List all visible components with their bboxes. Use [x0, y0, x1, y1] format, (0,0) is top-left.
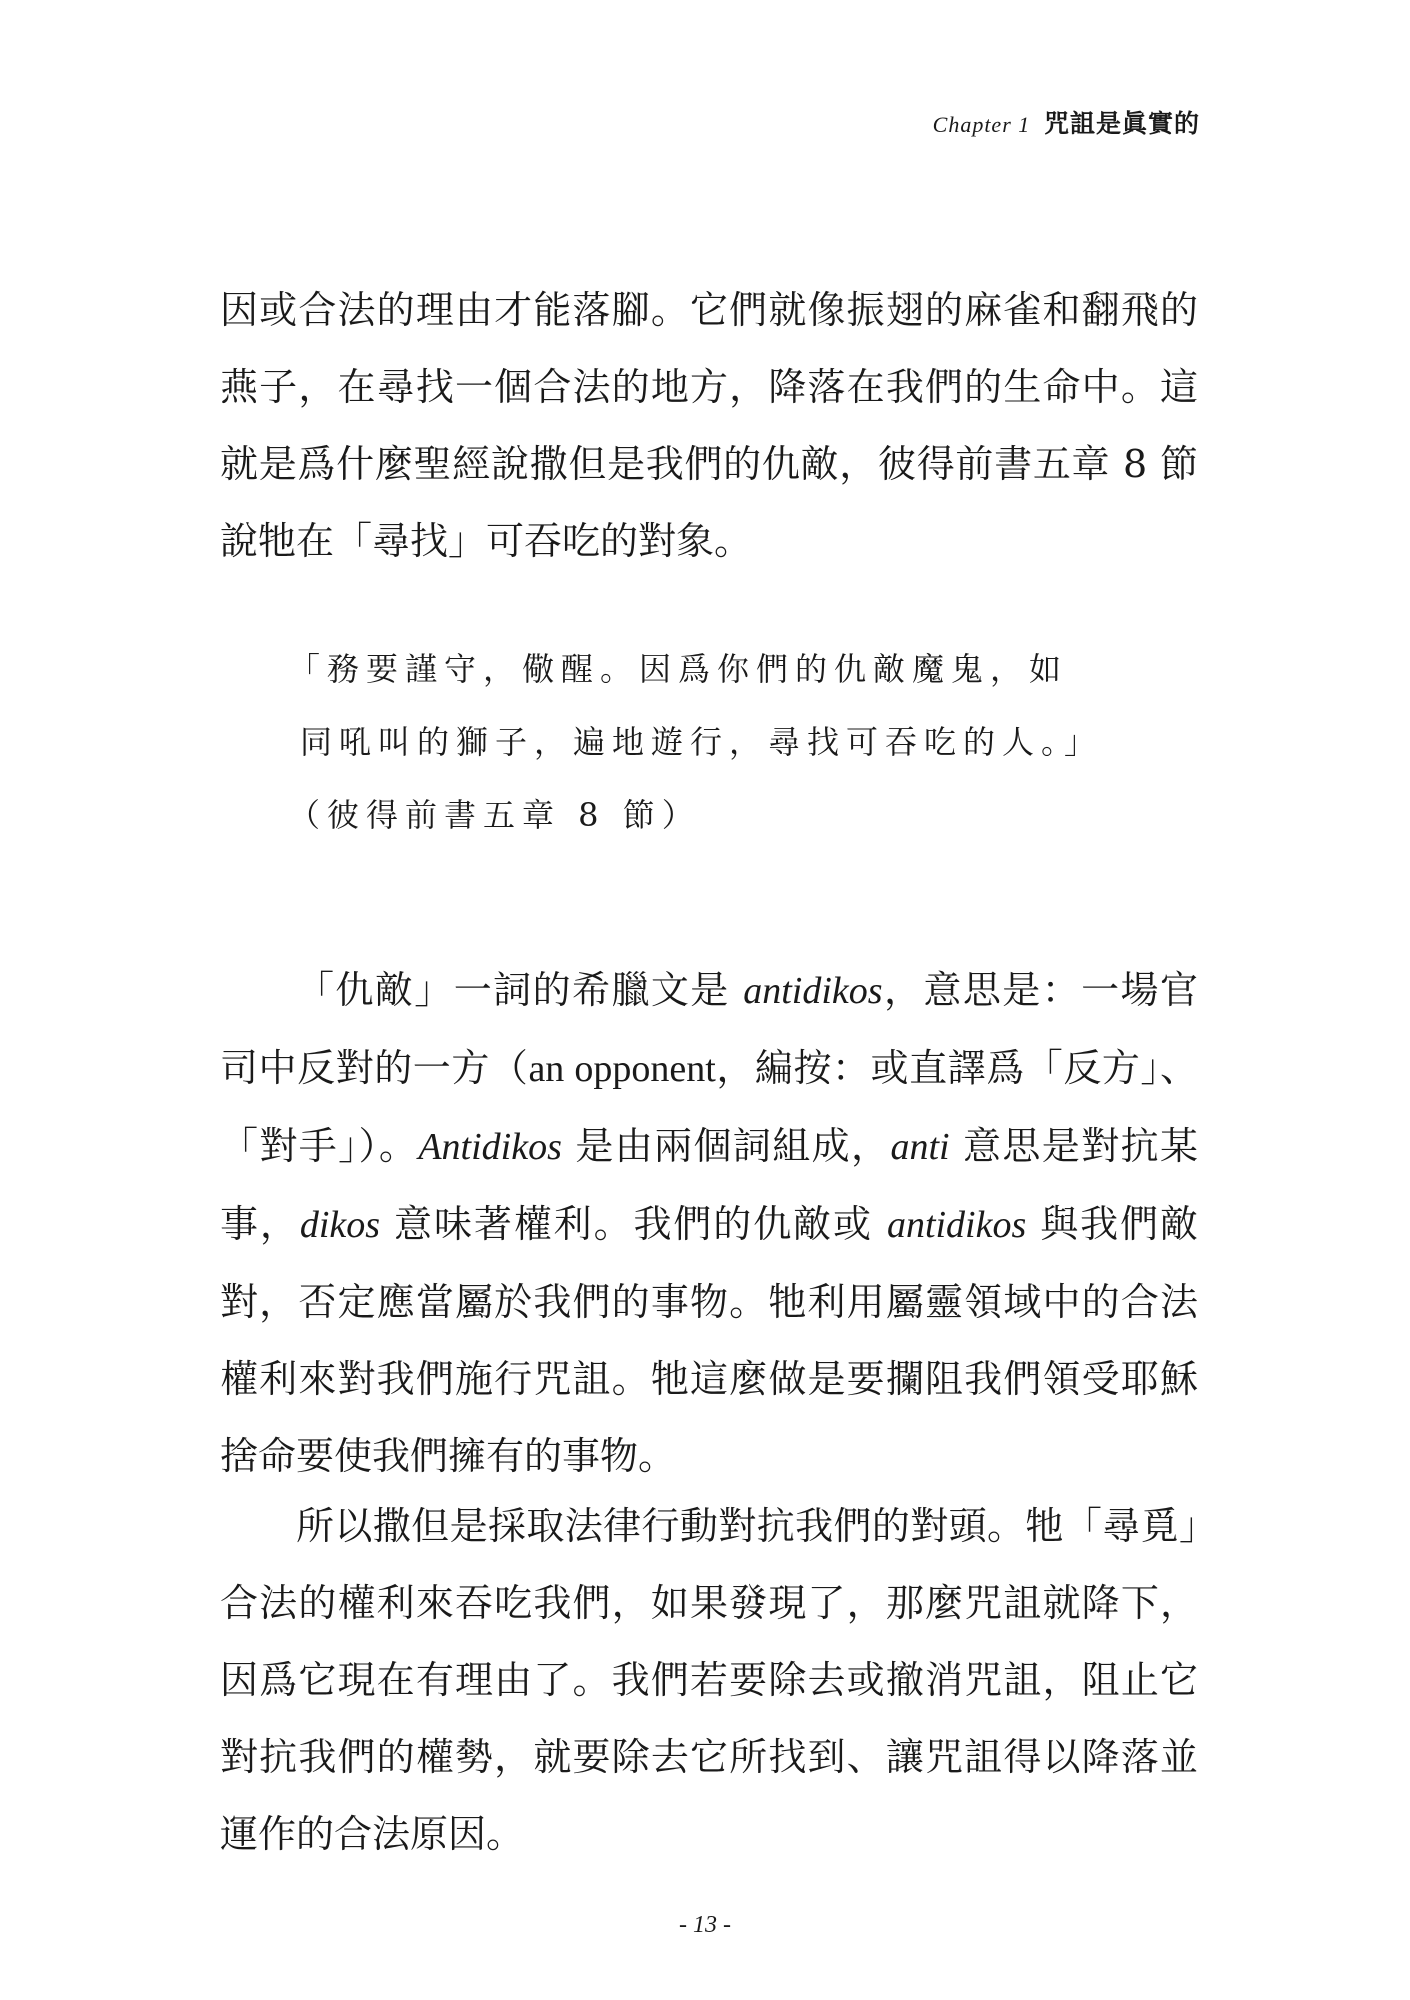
paragraph-2-text — [220, 952, 1198, 1495]
term-an-opponent: an opponent — [528, 1048, 716, 1090]
chapter-title: 咒詛是眞實的 — [1043, 109, 1200, 138]
term-anti: anti — [890, 1126, 950, 1168]
paragraph-1 — [220, 272, 1198, 580]
paragraph-2 — [220, 952, 1198, 1495]
quote-reference: （彼得前書五章 8 節） — [288, 796, 701, 834]
p2-seg-b: ，意思是：一場官司中反對的一方（ — [220, 968, 1198, 1090]
p2-seg-e: 意思是對抗某事， — [220, 1124, 1198, 1246]
p2-seg-g: 與我們敵對，否定應當屬於我們的事物。牠利用屬靈領域中的合法權利來對我們施行咒詛。牠這麼做是要攔阻我們領受耶穌捨命要使我們擁有的事物。 — [220, 1202, 1198, 1478]
term-antidikos-cap: Antidikos — [418, 1126, 562, 1168]
quote-line-1: 「務要謹守，儆醒。因爲你們的仇敵魔鬼，如 — [288, 650, 1069, 688]
chapter-label: Chapter 1 — [932, 112, 1031, 137]
p2-seg-f: 意味著權利。我們的仇敵或 — [380, 1202, 887, 1246]
p2-seg-a: 「仇敵」一詞的希臘文是 — [296, 968, 744, 1012]
term-antidikos: antidikos — [743, 970, 883, 1012]
p2-seg-c: ，編按：或直譯爲「反方」、「對手」）。 — [220, 1046, 1198, 1168]
running-header — [933, 104, 1200, 140]
quote-line-2: 同吼叫的獅子，遍地遊行，尋找可吞吃的人。」 — [300, 723, 1104, 761]
scripture-quote — [288, 633, 1130, 852]
term-antidikos-2: antidikos — [886, 1204, 1027, 1246]
p2-seg-d: 是由兩個詞組成， — [561, 1124, 891, 1168]
page-number: - 13 - — [679, 1912, 731, 1938]
term-dikos: dikos — [299, 1204, 381, 1246]
paragraph-3-text: 所以撒但是採取法律行動對抗我們的對頭。牠「尋覓」合法的權利來吞吃我們，如果發現了，那麼咒詛就降下，因爲它現在有理由了。我們若要除去或撤消咒詛，阻止它對抗我們的權勢，就要除去它所找到、讓咒詛得以降落並運作的合法原因。 — [220, 1504, 1198, 1856]
paragraph-1-text: 因或合法的理由才能落腳。它們就像振翅的麻雀和翻飛的燕子，在尋找一個合法的地方，降落在我們的生命中。這就是爲什麼聖經說撒但是我們的仇敵，彼得前書五章 8 節說牠在「尋找」可吞吃的對象。 — [220, 288, 1198, 563]
paragraph-3 — [220, 1488, 1198, 1873]
